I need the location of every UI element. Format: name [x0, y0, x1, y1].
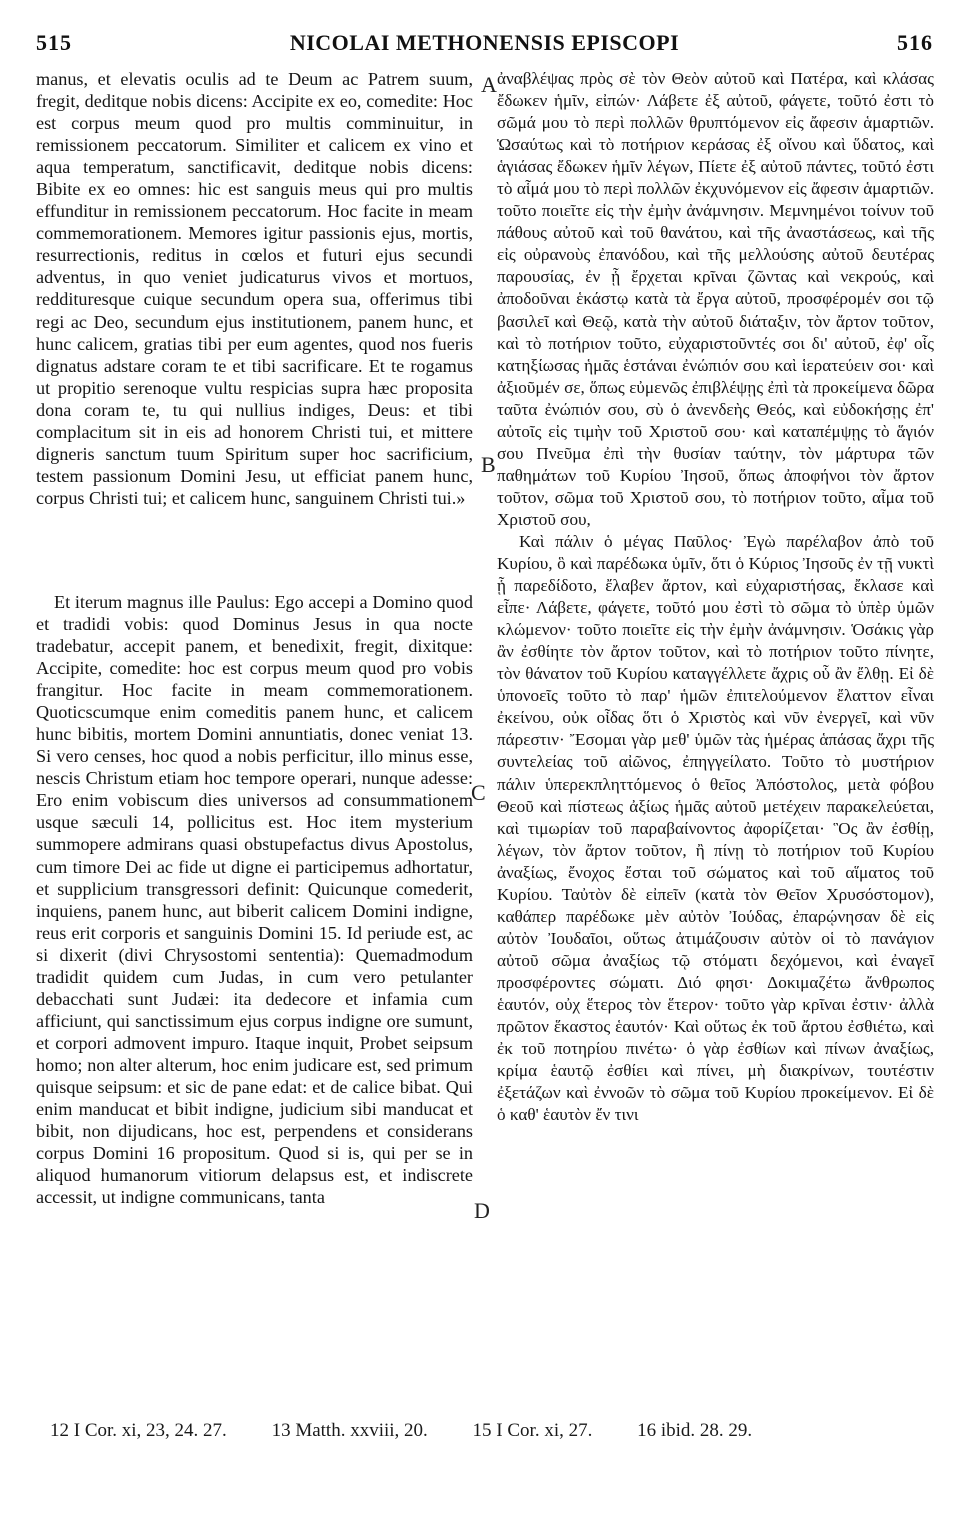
latin-column: [36, 68, 473, 1208]
section-marker-d: D: [474, 1198, 490, 1223]
footnote-15: 15 I Cor. xi, 27.: [472, 1420, 593, 1441]
running-header: [36, 30, 933, 64]
page-number-left: 515: [36, 30, 72, 55]
greek-paragraph-2: Καὶ πάλιν ὁ μέγας Παῦλος· Ἐγὼ παρέλαβον ἀπὸ τοῦ Κυρίου, ὃ καὶ παρέδωκα ὑμῖν, ὅτι ὁ Κύριος Ἰησοῦς ἐν τῇ νυκτὶ ᾗ παρεδίδοτο, ἔλαβεν ἄρτον, καὶ εὐχαριστήσας, ἔκλασε καὶ εἶπε· Λάβετε, φάγετε, τοῦτό μου ἐστὶ τὸ σῶμα τὸ ὑπὲρ ὑμῶν κλώμενον· τοῦτο ποιεῖτε εἰς τὴν ἐμὴν ἀνάμνησιν. Ὁσάκις γὰρ ἂν ἐσθίητε τὸν ἄρτον τοῦτον, καὶ τὸ ποτήριον τοῦτο πίνητε, τὸν θάνατον τοῦ Κυρίου καταγγέλλετε ἄχρις οὗ ἂν ἔλθῃ. Εἰ δὲ ὑπονοεῖς τοῦτο τὸ παρ' ἡμῶν ἐπιτελούμενον ἔλαττον εἶναι ἐκείνου, οὐκ οἶδας ὅτι ὁ Χριστὸς καὶ νῦν ἐνεργεῖ, καὶ νῦν πάρεστιν· Ἔσομαι γὰρ μεθ' ὑμῶν τὰς ἡμέρας ἁπάσας ἄχρι τῆς συντελείας τοῦ αἰῶνος, ἐπηγγείλατο. Τοῦτο τὸ μυστήριον πάλιν ὑπερεκπληττόμενος ὁ θεῖος Ἀπόστολος, μετὰ φόβου Θεοῦ καὶ πίστεως ἀξίως ἡμᾶς αὐτοῦ μετέχειν παρακελεύεται, καὶ τιμωρίαν τοῦ παραβαίνοντος ἀφορίζεται· Ὃς ἂν ἐσθίῃ, λέγων, τὸν ἄρτον τοῦτον, ἢ πίνῃ τὸ ποτήριον τοῦ Κυρίου ἀναξίως, ἔνοχος ἔσται τοῦ σώματος καὶ τοῦ αἵματος τοῦ Κυρίου. Ταὐτὸν δὲ εἰπεῖν (κατὰ τὸν Θεῖον Χρυσόστομον), καθάπερ παρέδωκε μὲν αὐτὸν Ἰούδας, ἐπαρῴνησαν δὲ εἰς αὐτὸν Ἰουδαῖοι, οὕτως ἀτιμάζουσιν αὐτὸν οἱ τὸ πανάγιον αὐτοῦ σῶμα ἀναξίως τῷ στόματι δεχόμενοι, καὶ ἐναγεῖ προσφέροντες σώματι. Διό φησι· Δοκιμαζέτω ἄνθρωπος ἑαυτόν, οὐχ ἕτερος τὸν ἕτερον· τοῦτο γὰρ κρῖναι ἐστιν· ἀλλὰ πρῶτον ἕκαστος ἑαυτόν· Καὶ οὕτως ἐκ τοῦ ἄρτου ἐσθιέτω, καὶ ἐκ τοῦ ποτηρίου πινέτω· ὁ γὰρ ἐσθίων καὶ πίνων ἀναξίως, κρίμα ἑαυτῷ ἐσθίει καὶ πίνει, μὴ διακρίνων, τουτέστιν ἐξετάζων καὶ ἐννοῶν τὸ σῶμα τοῦ Κυρίου προκείμενον. Εἰ δὲ ὁ καθ' ἑαυτὸν ἔν τινι: [497, 531, 934, 1125]
footnote-13: 13 Matth. xxviii, 20.: [271, 1420, 428, 1441]
greek-paragraph-1: ἀναβλέψας πρὸς σὲ τὸν Θεὸν αὐτοῦ καὶ Πατέρα, καὶ κλάσας ἔδωκεν ἡμῖν, εἰπών· Λάβετε ἐξ αὐτοῦ, φάγετε, τοῦτό ἐστι τὸ σῶμά μου τὸ περὶ πολλῶν θρυπτόμενον εἰς ἄφεσιν ἁμαρτιῶν. Ὡσαύτως καὶ τὸ ποτήριον κεράσας ἐξ οἴνου καὶ ὕδατος, καὶ ἁγιάσας ἔδωκεν ἡμῖν λέγων, Πίετε ἐξ αὐτοῦ πάντες, τοῦτό ἐστι τὸ αἷμά μου τὸ περὶ πολλῶν ἐκχυνόμενον εἰς ἄφεσιν ἁμαρτιῶν. τοῦτο ποιεῖτε εἰς τὴν ἐμὴν ἀνάμνησιν. Μεμνημένοι τοίνυν τοῦ πάθους αὐτοῦ καὶ τοῦ θανάτου, καὶ τῆς ἀναστάσεως, καὶ τῆς εἰς οὐρανοὺς ἐπανόδου, καὶ τῆς μελλούσης αὐτοῦ δευτέρας παρουσίας, ἐν ᾗ ἔρχεται κρῖναι ζῶντας καὶ νεκρούς, καὶ ἀποδοῦναι ἑκάστῳ κατὰ τὰ ἔργα αὐτοῦ, προσφέρομέν σοι τῷ βασιλεῖ καὶ Θεῷ, κατὰ τὴν αὐτοῦ διάταξιν, τὸν ἄρτον τοῦτον, καὶ τὸ ποτήριον τοῦτο, εὐχαριστοῦντές σοι δι' αὐτοῦ, ἐφ' οἷς κατηξίωσας ἡμᾶς ἑστάναι ἐνώπιόν σου καὶ ἱερατεύειν σοι· καὶ ἀξιοῦμέν σε, ὅπως εὐμενῶς ἐπιβλέψῃς ἐπὶ τὰ προκείμενα δῶρα ταῦτα ἐνώπιόν σου, σὺ ὁ ἀνενδεὴς Θεός, καὶ εὐδοκήσῃς ἐπ' αὐτοῖς εἰς τιμὴν τοῦ Χριστοῦ σου· καὶ καταπέμψῃς τὸ ἅγιόν σου Πνεῦμα ἐπὶ τὴν θυσίαν ταύτην, τὸν μάρτυρα τῶν παθημάτων τοῦ Κυρίου Ἰησοῦ, ὅπως ἀποφήνοι τὸν ἄρτον τοῦτον, σῶμα τοῦ Χριστοῦ σου, τὸ ποτήριον τοῦτο, αἷμα τοῦ Χριστοῦ σου,: [497, 69, 934, 529]
section-marker-c: C: [471, 780, 486, 805]
latin-paragraph-2: Et iterum magnus ille Paulus: Ego accepi a Domino quod et tradidi vobis: quod Dominus Jesus in qua nocte tradebatur, accepit panem, et benedixit, fregit, dixitque: Accipite, comedite: hoc est corpus meum quod pro vobis frangitur. Hoc facite in meam commemorationem. Quoticscumque enim comeditis panem hunc, et calicem hunc bibitis, mortem Domini annuntiatis, donec veniat 13. Si vero censes, hoc quod a nobis perficitur, illo minus esse, nescis Christum etiam hoc tempore operari, nunque adesse: Ero enim vobiscum dies universos ad consummationem usque sæculi 14, pollicitus est. Hoc item mysterium summopere admirans quasi obstupefactus divus Apostolus, cum timore Dei ac fide ut digne ei participemus adhortatur, et supplicium transgressori definit: Quicunque comederit, inquiens, panem hunc, aut biberit calicem Domini indigne, reus erit corporis et sanguinis Domini 15. Id periude est, ac si dixerit (divi Chrysostomi sententia): Quemadmodum tradidit quidem cum Judas, in cum vero petulanter debacchati sunt Judæi: ita dedecore et infamia cum afficiunt, qui sanctissimum ejus corpus indigne ore sumunt, et corpori admovent impuro. Itaque inquit, Probet seipsum homo; non alter alterum, hoc enim judicare est, sed primum quisque seipsum: et sic de pane edat: et de calice bibat. Qui enim manducat et bibit indigne, judicium sibi manducat et bibit, non dijudicans, hoc est, perpendens et considerans corpus Domini 16 propositum. Quod si is, qui per se in aliquod humanorum vitiorum delapsus est, et indiscrete accessit, ut indigne communicans, tanta: [36, 591, 473, 1208]
page-number-right: 516: [897, 30, 933, 55]
running-title: NICOLAI METHONENSIS EPISCOPI: [289, 30, 680, 55]
section-marker-a: A: [481, 72, 497, 97]
section-marker-b: B: [481, 452, 496, 477]
footnote-12: 12 I Cor. xi, 23, 24. 27.: [50, 1420, 227, 1441]
greek-column: [497, 68, 934, 1126]
latin-paragraph-1: manus, et elevatis oculis ad te Deum ac Patrem suum, fregit, deditque nobis dicens: Accipite ex eo, comedite: Hoc est corpus meum quod pro multis comminuitur, in remissionem peccatorum. Similiter et calicem ex vino et aqua temperatum, sanctificavit, deditque nobis dicens: Bibite ex eo omnes: hic est sanguis meus qui pro multis effunditur in remissionem peccatorum. Hoc facite in meam commemorationem. Memores igitur passionis ejus, mortis, resurrectionis, reditus in cœlos et futuri ejus secundi adventus, in quo veniet judicaturus vivos et mortuos, reddituresque cuique secundum opera sua, offerimus tibi regi ac Deo, secundum ejus institutionem, panem hunc, et hunc calicem, gratias tibi per eum agentes, quod nos fueris dignatus adstare coram te et tibi sacrificare. Et te rogamus ut propitio serenoque vultu respicias supra hæc proposita dona coram te, tu qui nullius indiges, Deus: et tibi complacitum sit in eis ad honorem Christi tui, et mittere digneris sanctum tuum Spiritum super hoc sacrificium, testem passionum Domini Jesu, ut efficiat panem hunc, corpus Christi tui; et calicem hunc, sanguinem Christi tui.»: [36, 69, 473, 508]
paragraph-gap: [36, 509, 473, 591]
footnote-16: 16 ibid. 28. 29.: [637, 1420, 753, 1441]
footnotes: [50, 1420, 929, 1442]
